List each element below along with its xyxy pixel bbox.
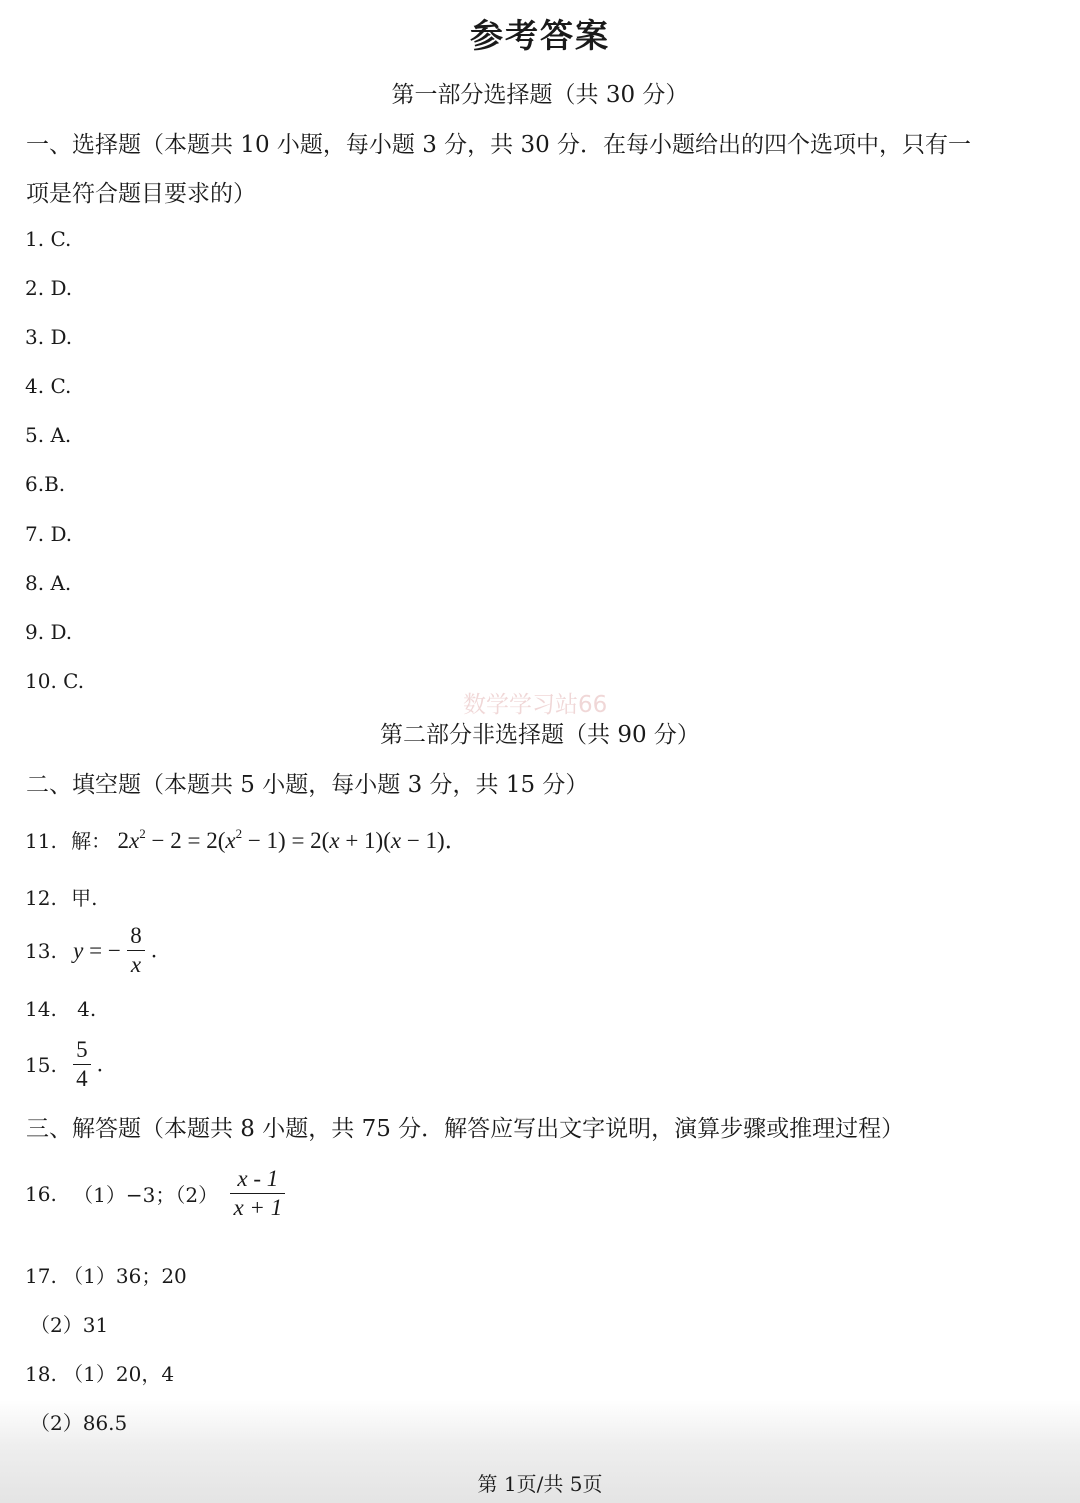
answer-18-line1: 18. （1）20，4 bbox=[25, 1362, 175, 1386]
answer-12-value: 甲. bbox=[71, 886, 98, 910]
answer-7: 7. D. bbox=[25, 522, 73, 546]
answer-15-end: . bbox=[97, 1051, 103, 1077]
answer-12-label: 12. bbox=[25, 886, 57, 910]
answer-6: 6.B. bbox=[25, 472, 66, 496]
answer-15-numerator: 5 bbox=[76, 1037, 88, 1062]
answer-4: 4. C. bbox=[25, 374, 72, 398]
answer-16-denominator: x + 1 bbox=[230, 1193, 285, 1222]
section1-instructions-line1: 一、选择题（本题共 10 小题，每小题 3 分，共 30 分．在每小题给出的四个选项中，只有一 bbox=[26, 132, 972, 158]
answer-1: 1. C. bbox=[25, 227, 72, 251]
answer-15-label: 15. bbox=[25, 1052, 57, 1077]
page-number: 第 1页/共 5页 bbox=[477, 1472, 603, 1496]
part1-heading: 第一部分选择题（共 30 分） bbox=[391, 82, 689, 108]
answer-16-fraction bbox=[230, 1165, 285, 1222]
section3-heading: 三、解答题（本题共 8 小题，共 75 分．解答应写出文字说明，演算步骤或推理过程） bbox=[26, 1116, 905, 1142]
answer-13-fraction bbox=[127, 922, 145, 979]
answer-14-value: 4. bbox=[77, 997, 97, 1021]
answer-13-numerator: 8 bbox=[130, 923, 142, 948]
answer-13-end: . bbox=[151, 937, 157, 963]
answer-15 bbox=[25, 1036, 103, 1093]
answer-16-label: 16. bbox=[25, 1181, 57, 1206]
answer-2: 2. D. bbox=[25, 276, 73, 300]
section1-instructions-line2: 项是符合题目要求的） bbox=[26, 181, 256, 207]
answer-11-expression: $2x^2 - 2 = 2(x^2 - 1) = 2(x + 1)(x - 1)$． bbox=[117, 826, 468, 853]
answer-10: 10. C. bbox=[25, 669, 85, 693]
section2-heading: 二、填空题（本题共 5 小题，每小题 3 分，共 15 分） bbox=[26, 772, 589, 798]
answer-12 bbox=[25, 882, 98, 911]
answer-13-eq: = − bbox=[83, 937, 121, 963]
answer-17-line1: 17. （1）36；20 bbox=[25, 1264, 187, 1288]
watermark: 数学学习站66 bbox=[463, 692, 608, 718]
answer-14-label: 14. bbox=[25, 997, 57, 1021]
page-title: 参考答案 bbox=[470, 16, 610, 55]
answer-18-line2: （2）86.5 bbox=[30, 1411, 128, 1435]
answer-16-part1: （1）−3；（2） bbox=[73, 1183, 219, 1207]
answer-8: 8. A. bbox=[25, 571, 72, 595]
answer-16-numerator: x - 1 bbox=[237, 1166, 279, 1191]
answer-11 bbox=[25, 822, 468, 855]
answer-15-fraction bbox=[73, 1036, 91, 1093]
answer-11-prefix: 解： bbox=[71, 829, 112, 853]
answer-13-denominator: x bbox=[127, 950, 145, 979]
answer-3: 3. D. bbox=[25, 325, 73, 349]
answer-14 bbox=[25, 997, 96, 1021]
answer-5: 5. A. bbox=[25, 423, 72, 447]
answer-16 bbox=[25, 1165, 285, 1222]
answer-9: 9. D. bbox=[25, 620, 73, 644]
answer-13-lhs: y bbox=[73, 937, 84, 963]
answer-15-denominator: 4 bbox=[73, 1064, 91, 1093]
answer-17-line2: （2）31 bbox=[30, 1313, 109, 1337]
part2-heading: 第二部分非选择题（共 90 分） bbox=[380, 722, 700, 748]
answer-11-label: 11. bbox=[25, 829, 57, 853]
answer-13 bbox=[25, 922, 157, 979]
answer-13-label: 13. bbox=[25, 938, 57, 963]
